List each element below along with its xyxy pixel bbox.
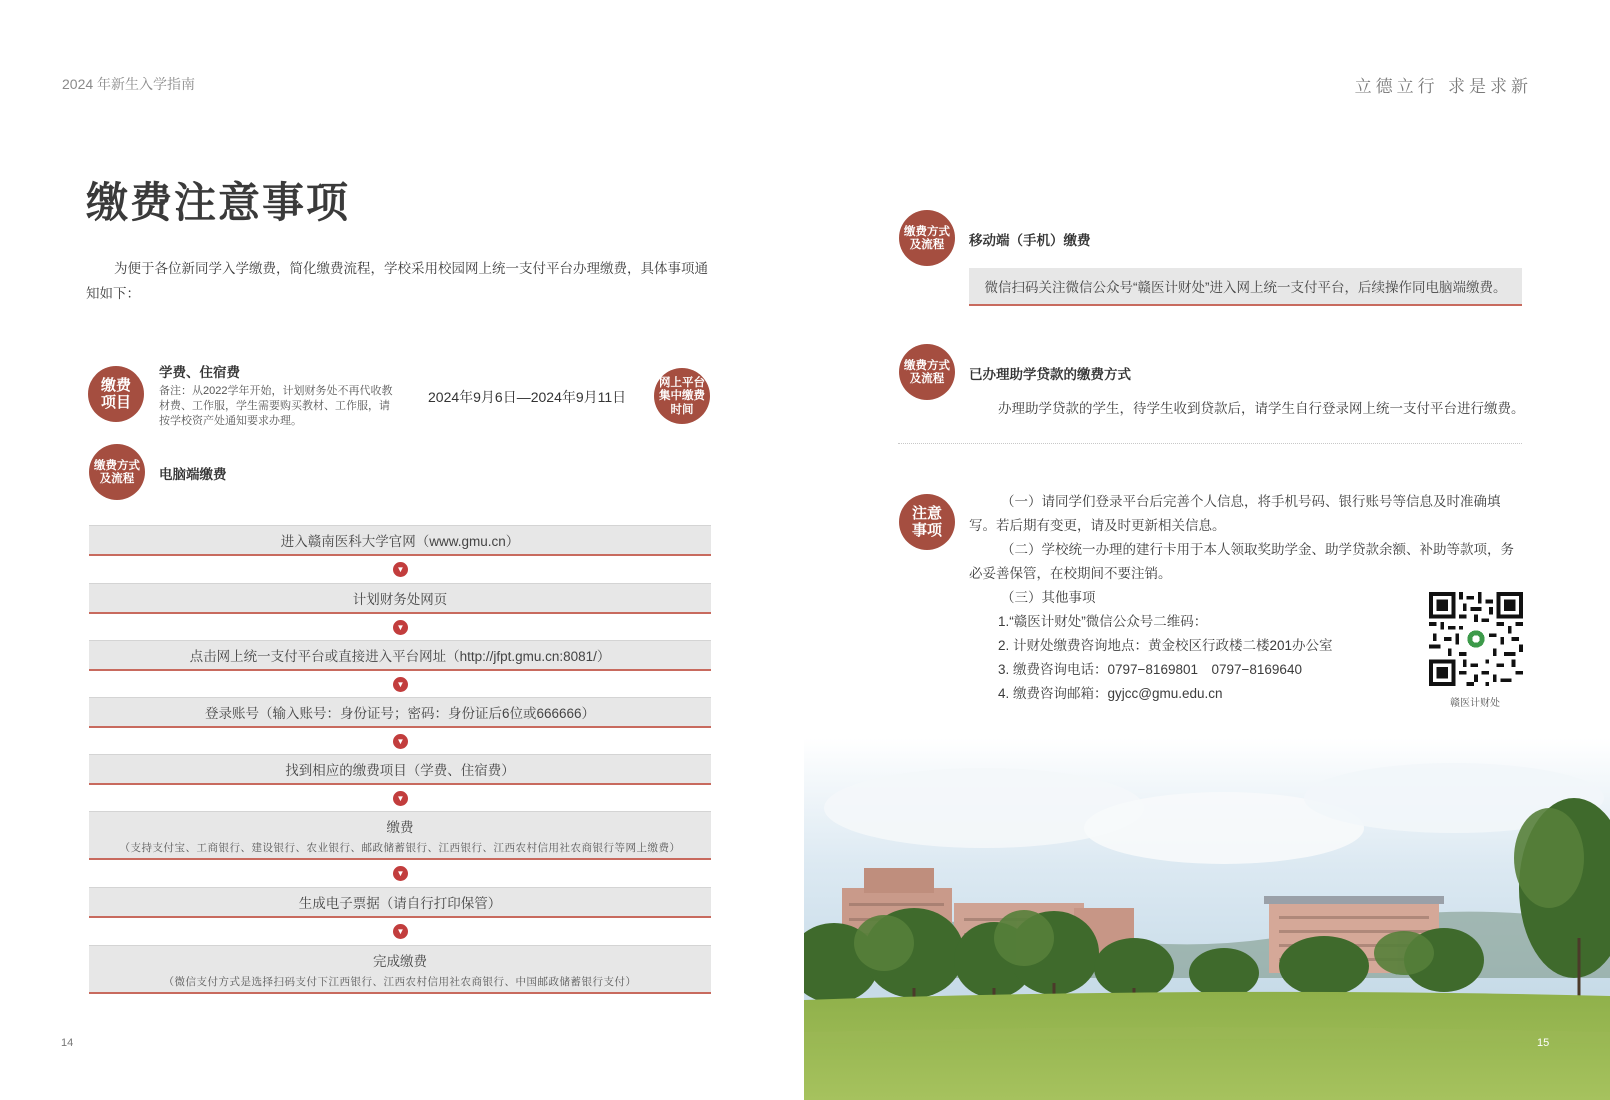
notes-item: 1.“赣医计财处”微信公众号二维码： <box>998 614 1208 629</box>
notes-badge: 注意事项 <box>899 494 955 550</box>
pc-payment-badge: 缴费方式及流程 <box>89 444 145 500</box>
mobile-payment-label: 移动端（手机）缴费 <box>969 233 1091 248</box>
flow-step-4: 登录账号（输入账号：身份证号；密码：身份证后6位或666666） <box>89 698 711 728</box>
pc-payment-label: 电脑端缴费 <box>159 467 227 482</box>
payment-time-badge: 网上平台集中缴费时间 <box>654 368 710 424</box>
qr-code-label: 赣医计财处 <box>1450 698 1500 709</box>
flow-arrow-icon: ▼ <box>393 734 408 749</box>
loan-payment-badge: 缴费方式及流程 <box>899 344 955 400</box>
intro-paragraph: 为便于各位新同学入学缴费，简化缴费流程，学校采用校园网上统一支付平台办理缴费，具体事项通知如下： <box>86 261 708 301</box>
flow-arrow-icon: ▼ <box>393 866 408 881</box>
page-number-left: 14 <box>61 1037 74 1049</box>
fee-items-badge: 缴费项目 <box>88 366 144 422</box>
section-divider <box>898 443 1522 444</box>
payment-date-range: 2024年9月6日—2024年9月11日 <box>428 389 627 405</box>
header-left-text: 2024 年新生入学指南 <box>62 76 196 92</box>
notes-item: 2. 计财处缴费咨询地点：黄金校区行政楼二楼201办公室 <box>998 638 1333 653</box>
flow-arrow-icon: ▼ <box>393 791 408 806</box>
page-title: 缴费注意事项 <box>86 178 351 227</box>
mobile-payment-badge: 缴费方式及流程 <box>899 210 955 266</box>
loan-payment-text: 办理助学贷款的学生，待学生收到贷款后，请学生自行登录网上统一支付平台进行缴费。 <box>998 401 1525 416</box>
flow-step-6: 缴费 （支持支付宝、工商银行、建设银行、农业银行、邮政储蓄银行、江西银行、江西农村信用社农商银行等网上缴费） <box>89 812 711 860</box>
notes-paragraph-3: （三）其他事项 <box>1001 590 1096 605</box>
flow-arrow-icon: ▼ <box>393 562 408 577</box>
flow-step-5: 找到相应的缴费项目（学费、住宿费） <box>89 755 711 785</box>
flow-step-1: 进入赣南医科大学官网（www.gmu.cn） <box>89 526 711 556</box>
notes-paragraph-2: （二）学校统一办理的建行卡用于本人领取奖助学金、助学贷款余额、补助等款项，务必妥善保管，在校期间不要注销。 <box>969 542 1514 581</box>
header-right-motto: 立德立行 求是求新 <box>1354 77 1532 97</box>
mobile-payment-text: 微信扫码关注微信公众号“赣医计财处”进入网上统一支付平台，后续操作同电脑端缴费。 <box>969 268 1522 306</box>
flow-arrow-icon: ▼ <box>393 677 408 692</box>
wechat-qr-code <box>1429 592 1523 686</box>
notes-item: 4. 缴费咨询邮箱：gyjcc@gmu.edu.cn <box>998 686 1223 701</box>
page-number-right: 15 <box>1537 1037 1550 1049</box>
campus-photo <box>804 738 1610 1100</box>
flow-step-7: 生成电子票据（请自行打印保管） <box>89 888 711 918</box>
flow-step-3: 点击网上统一支付平台或直接进入平台网址（http://jfpt.gmu.cn:8081/） <box>89 641 711 671</box>
flow-step-2: 计划财务处网页 <box>89 584 711 614</box>
notes-paragraph-1: （一）请同学们登录平台后完善个人信息，将手机号码、银行账号等信息及时准确填写。若后期有变更，请及时更新相关信息。 <box>969 494 1501 533</box>
flow-step-8: 完成缴费 （微信支付方式是选择扫码支付下江西银行、江西农村信用社农商银行、中国邮政储蓄银行支付） <box>89 946 711 994</box>
flow-arrow-icon: ▼ <box>393 620 408 635</box>
fee-items-title: 学费、住宿费 <box>159 365 240 380</box>
fee-items-note: 备注：从2022学年开始，计划财务处不再代收教材费、工作服，学生需要购买教材、工作服，请按学校资产处通知要求办理。 <box>159 385 393 427</box>
notes-item: 3. 缴费咨询电话：0797−8169801 0797−8169640 <box>998 662 1302 677</box>
loan-payment-label: 已办理助学贷款的缴费方式 <box>969 367 1131 382</box>
flow-arrow-icon: ▼ <box>393 924 408 939</box>
